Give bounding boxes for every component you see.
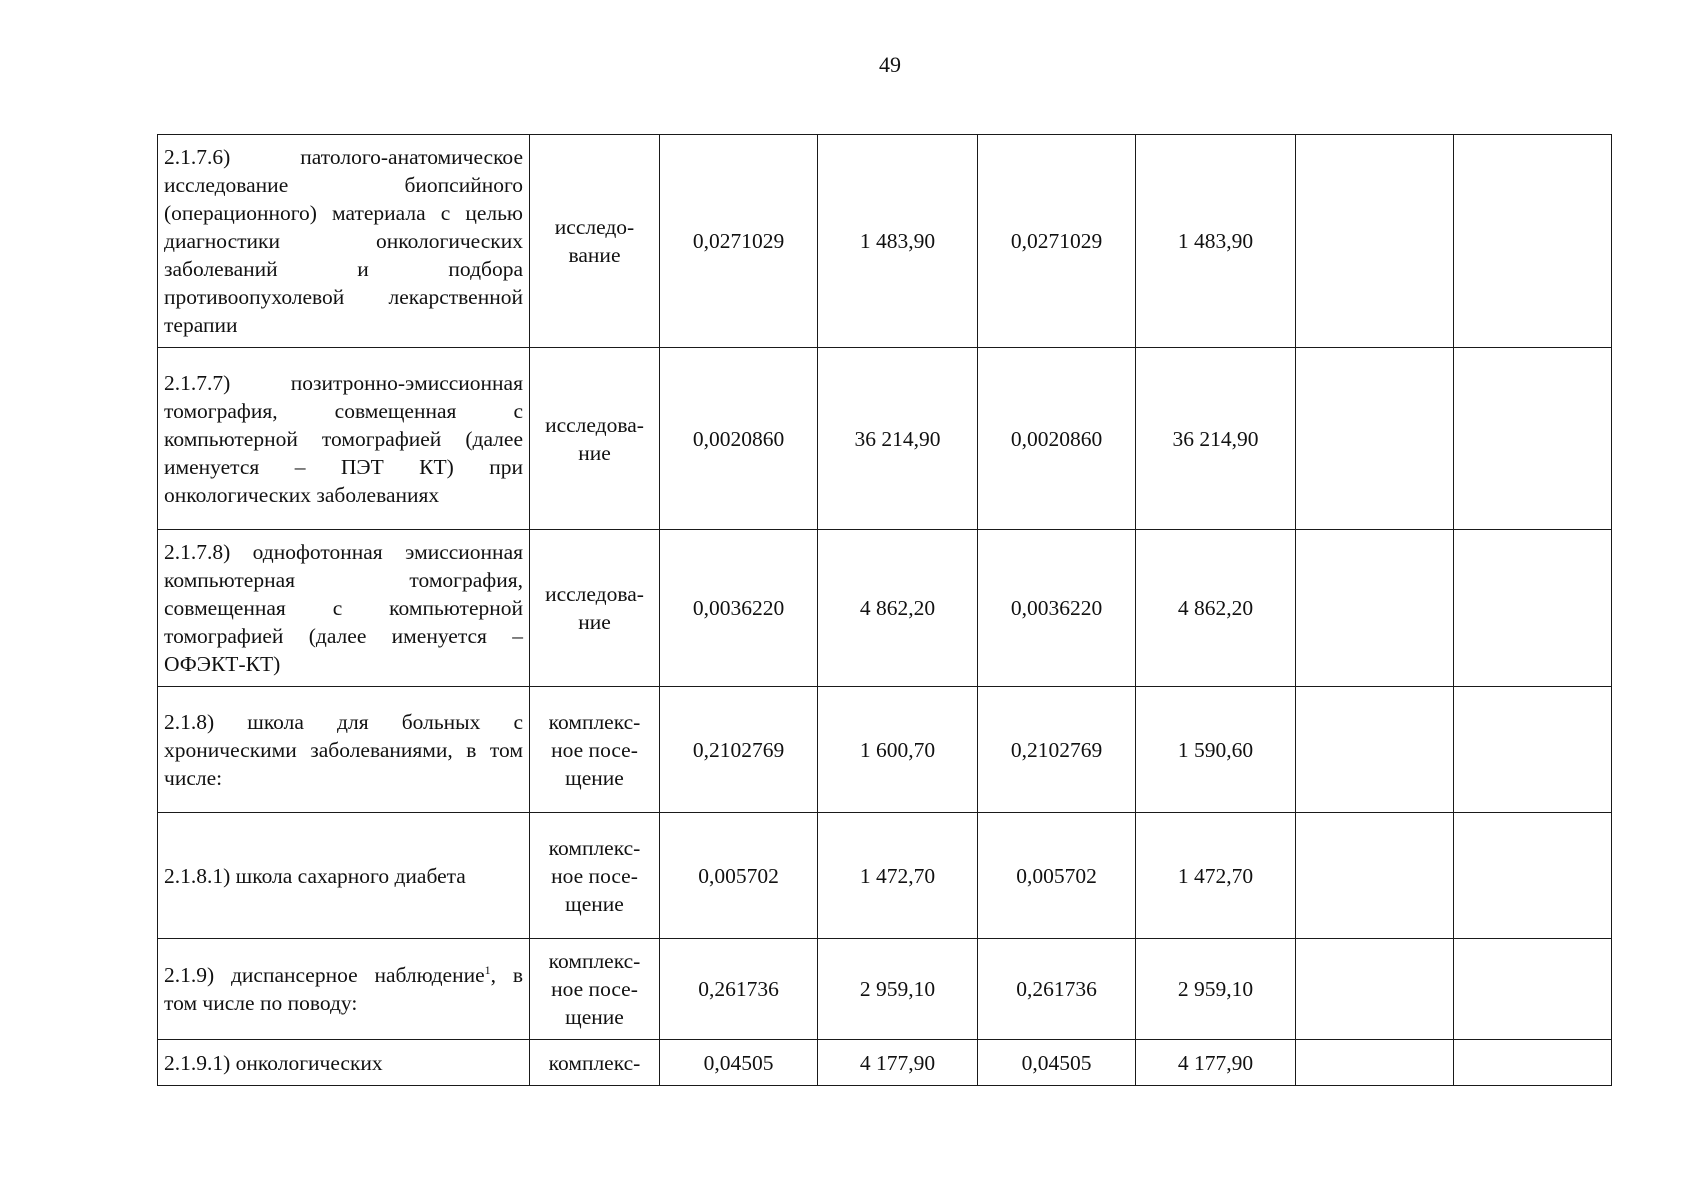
row-value-2: 1 600,70 bbox=[818, 687, 978, 813]
row-value-1: 0,005702 bbox=[660, 813, 818, 939]
row-value-6 bbox=[1454, 530, 1612, 687]
row-value-5 bbox=[1296, 348, 1454, 530]
row-value-2: 2 959,10 bbox=[818, 939, 978, 1040]
row-description-text: 2.1.9) диспансерное наблюдение bbox=[164, 963, 485, 987]
row-description: 2.1.9.1) онкологических bbox=[158, 1040, 530, 1086]
row-description: 2.1.8) школа для больных с хроническими заболеваниями, в том числе: bbox=[158, 687, 530, 813]
row-value-5 bbox=[1296, 135, 1454, 348]
row-value-5 bbox=[1296, 687, 1454, 813]
row-value-5 bbox=[1296, 813, 1454, 939]
row-value-5 bbox=[1296, 1040, 1454, 1086]
row-value-4: 1 590,60 bbox=[1136, 687, 1296, 813]
table-row bbox=[158, 939, 1612, 1040]
row-unit: комплекс-ное посе-щение bbox=[530, 939, 660, 1040]
row-value-6 bbox=[1454, 348, 1612, 530]
row-value-3: 0,2102769 bbox=[978, 687, 1136, 813]
row-value-6 bbox=[1454, 687, 1612, 813]
row-description bbox=[158, 939, 530, 1040]
table-row bbox=[158, 348, 1612, 530]
row-value-4: 4 177,90 bbox=[1136, 1040, 1296, 1086]
row-value-2: 4 862,20 bbox=[818, 530, 978, 687]
row-unit: исследова-ние bbox=[530, 348, 660, 530]
table-row bbox=[158, 530, 1612, 687]
row-value-1: 0,0271029 bbox=[660, 135, 818, 348]
row-value-3: 0,261736 bbox=[978, 939, 1136, 1040]
row-value-1: 0,0020860 bbox=[660, 348, 818, 530]
table-row bbox=[158, 1040, 1612, 1086]
row-value-5 bbox=[1296, 530, 1454, 687]
row-unit: комплекс-ное посе-щение bbox=[530, 813, 660, 939]
table-row bbox=[158, 687, 1612, 813]
row-description: 2.1.7.8) однофотонная эмиссионная компьютерная томография, совмещенная с компьютерной томографией (далее именуется – ОФЭКТ-КТ) bbox=[158, 530, 530, 687]
row-value-3: 0,04505 bbox=[978, 1040, 1136, 1086]
row-unit: исследова-ние bbox=[530, 530, 660, 687]
row-value-6 bbox=[1454, 939, 1612, 1040]
row-value-3: 0,0036220 bbox=[978, 530, 1136, 687]
row-description: 2.1.8.1) школа сахарного диабета bbox=[158, 813, 530, 939]
row-value-6 bbox=[1454, 813, 1612, 939]
row-value-2: 36 214,90 bbox=[818, 348, 978, 530]
row-value-4: 1 472,70 bbox=[1136, 813, 1296, 939]
footnote-marker: 1 bbox=[484, 962, 491, 977]
row-value-1: 0,0036220 bbox=[660, 530, 818, 687]
row-description-tail: , в том числе по поводу: bbox=[164, 963, 523, 1015]
table-row bbox=[158, 813, 1612, 939]
row-value-1: 0,2102769 bbox=[660, 687, 818, 813]
row-value-2: 1 472,70 bbox=[818, 813, 978, 939]
tariff-table bbox=[157, 134, 1612, 1086]
row-value-3: 0,005702 bbox=[978, 813, 1136, 939]
row-value-2: 4 177,90 bbox=[818, 1040, 978, 1086]
row-unit: исследо-вание bbox=[530, 135, 660, 348]
row-value-4: 2 959,10 bbox=[1136, 939, 1296, 1040]
row-value-2: 1 483,90 bbox=[818, 135, 978, 348]
row-value-4: 36 214,90 bbox=[1136, 348, 1296, 530]
row-value-6 bbox=[1454, 135, 1612, 348]
row-value-3: 0,0020860 bbox=[978, 348, 1136, 530]
row-unit: комплекс-ное посе-щение bbox=[530, 687, 660, 813]
row-value-1: 0,04505 bbox=[660, 1040, 818, 1086]
row-value-4: 1 483,90 bbox=[1136, 135, 1296, 348]
row-value-4: 4 862,20 bbox=[1136, 530, 1296, 687]
row-description: 2.1.7.7) позитронно-эмиссионная томография, совмещенная с компьютерной томографией (далее именуется – ПЭТ КТ) при онкологических заболеваниях bbox=[158, 348, 530, 530]
row-value-1: 0,261736 bbox=[660, 939, 818, 1040]
row-unit: комплекс- bbox=[530, 1040, 660, 1086]
row-value-5 bbox=[1296, 939, 1454, 1040]
table-row bbox=[158, 135, 1612, 348]
row-value-6 bbox=[1454, 1040, 1612, 1086]
row-description: 2.1.7.6) патолого-анатомическое исследование биопсийного (операционного) материала с целью диагностики онкологических заболеваний и подбора противоопухолевой лекарственной терапии bbox=[158, 135, 530, 348]
page-number: 49 bbox=[879, 52, 901, 77]
row-value-3: 0,0271029 bbox=[978, 135, 1136, 348]
